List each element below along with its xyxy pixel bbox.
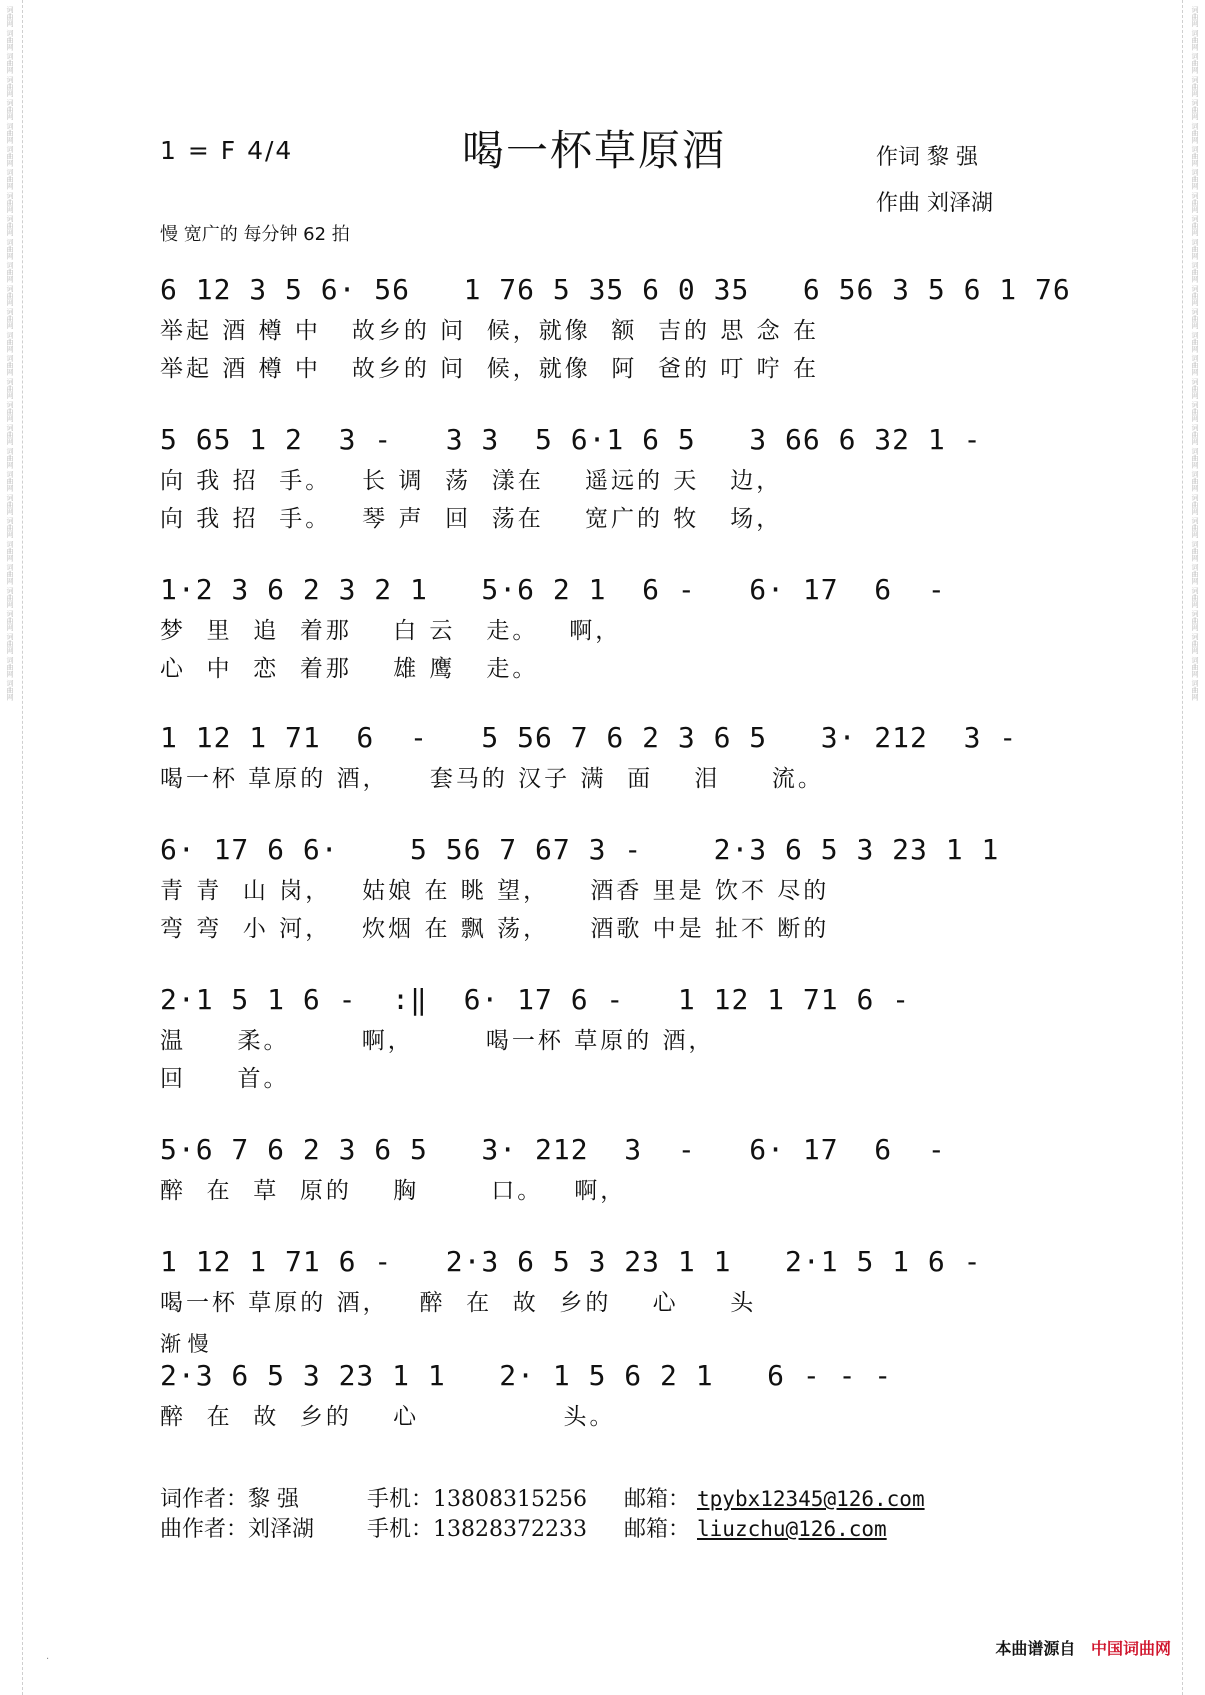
score-system-5 <box>160 828 1050 948</box>
composer-credit: 作曲 刘泽湖 <box>876 191 993 216</box>
composer-name: 曲作者：刘泽湖 <box>160 1517 315 1542</box>
lyric-verse-1: 温 柔。 啊， 喝一杯 草原的 酒， <box>160 1028 715 1054</box>
site-name-link[interactable]: 中国词曲网 <box>1090 1639 1171 1658</box>
composer-email-link[interactable]: liuzchu@126.com <box>697 1517 887 1541</box>
left-watermark-strip <box>2 0 18 1695</box>
score-system-1 <box>160 268 1071 388</box>
lyricist-email-label: 邮箱： <box>624 1487 691 1512</box>
composer-contact-row <box>160 1514 925 1544</box>
composer-phone: 手机：13828372233 <box>367 1517 587 1542</box>
lyricist-credit: 作词 黎 强 <box>876 145 978 170</box>
score-system-6 <box>160 978 1050 1098</box>
score-system-8 <box>160 1240 1050 1322</box>
score-system-9 <box>160 1354 1050 1436</box>
song-title: 喝一杯草原酒 <box>462 126 727 175</box>
lyric-verse-1: 醉 在 草 原的 胸 口。 啊， <box>160 1178 627 1204</box>
lyric-verse-2: 回 首。 <box>160 1066 290 1092</box>
lyric-verse-1: 喝一杯 草原的 酒， 套马的 汉子 满 面 泪 流。 <box>160 766 824 792</box>
source-footer <box>995 1636 1171 1659</box>
lyric-verse-2: 举起 酒 樽 中 故乡的 问 候，就像 阿 爸的 叮 咛 在 <box>160 356 819 382</box>
tempo-marking: 慢 宽广的 每分钟 62 拍 <box>160 224 350 245</box>
source-label: 本曲谱源自 <box>995 1639 1076 1658</box>
score-system-4 <box>160 716 1050 798</box>
right-margin-line <box>1182 0 1183 1695</box>
lyricist-email-link[interactable]: tpybx12345@126.com <box>697 1487 925 1511</box>
lyric-verse-1: 举起 酒 樽 中 故乡的 问 候，就像 额 吉的 思 念 在 <box>160 318 819 344</box>
left-watermark-text: 词曲网 词曲网 词曲网 词曲网 词曲网 词曲网 词曲网 词曲网 词曲网 词曲网 词曲网 词曲网 词曲网 词曲网 词曲网 词曲网 词曲网 词曲网 词曲网 词曲网 词曲网 词曲网 词曲网 词曲网 词曲网 词曲网 词曲网 词曲网 词曲网 词曲网 <box>6 6 14 701</box>
lyric-verse-2: 心 中 恋 着那 雄 鹰 走。 <box>160 656 539 682</box>
notation-line: 6 12 3 5 6· 56 1 76 5 35 6 0 35 6 56 3 5 6 1 76 <box>160 273 1071 306</box>
lyric-verse-2: 弯 弯 小 河， 炊烟 在 飘 荡， 酒歌 中是 扯不 断的 <box>160 916 830 942</box>
notation-line: 6· 17 6 6· 5 56 7 67 3 - 2·3 6 5 3 23 1 1 <box>160 833 1000 866</box>
lyric-verse-1: 青 青 山 岗， 姑娘 在 眺 望， 酒香 里是 饮不 尽的 <box>160 878 830 904</box>
notation-line: 1·2 3 6 2 3 2 1 5·6 2 1 6 - 6· 17 6 - <box>160 573 946 606</box>
score-system-7 <box>160 1128 1050 1210</box>
right-watermark-text: 词曲网 词曲网 词曲网 词曲网 词曲网 词曲网 词曲网 词曲网 词曲网 词曲网 词曲网 词曲网 词曲网 词曲网 词曲网 词曲网 词曲网 词曲网 词曲网 词曲网 词曲网 词曲网 词曲网 词曲网 词曲网 词曲网 词曲网 词曲网 词曲网 词曲网 <box>1191 6 1199 701</box>
score-system-3 <box>160 568 1050 688</box>
notation-line: 1 12 1 71 6 - 5 56 7 6 2 3 6 5 3· 212 3 - <box>160 721 1018 754</box>
lyricist-phone: 手机：13808315256 <box>367 1487 587 1512</box>
corner-mark: · <box>46 1654 50 1665</box>
lyric-verse-1: 梦 里 追 着那 白 云 走。 啊， <box>160 618 622 644</box>
notation-line: 2·3 6 5 3 23 1 1 2· 1 5 6 2 1 6 - - - <box>160 1359 893 1392</box>
lyricist-name: 词作者：黎 强 <box>160 1487 299 1512</box>
lyric-verse-1: 喝一杯 草原的 酒， 醉 在 故 乡的 心 头 <box>160 1290 757 1316</box>
notation-line: 5·6 7 6 2 3 6 5 3· 212 3 - 6· 17 6 - <box>160 1133 946 1166</box>
notation-line: 5 65 1 2 3 - 3 3 5 6·1 6 5 3 66 6 32 1 - <box>160 423 982 456</box>
composer-email-label: 邮箱： <box>624 1517 691 1542</box>
left-margin-line <box>22 0 23 1695</box>
score-system-2 <box>160 418 1050 538</box>
notation-line: 2·1 5 1 6 - :‖ 6· 17 6 - 1 12 1 71 6 - <box>160 983 911 1016</box>
lyricist-contact-row <box>160 1484 925 1514</box>
lyric-verse-1: 醉 在 故 乡的 心 头。 <box>160 1404 616 1430</box>
ritardando-marking: 渐 慢 <box>160 1332 209 1356</box>
lyric-verse-1: 向 我 招 手。 长 调 荡 漾在 遥远的 天 边， <box>160 468 783 494</box>
notation-line: 1 12 1 71 6 - 2·3 6 5 3 23 1 1 2·1 5 1 6 - <box>160 1245 982 1278</box>
right-watermark-strip <box>1187 0 1203 1695</box>
contact-info <box>160 1484 925 1544</box>
key-signature: 1 = F 4/4 <box>160 136 294 165</box>
lyric-verse-2: 向 我 招 手。 琴 声 回 荡在 宽广的 牧 场， <box>160 506 783 532</box>
